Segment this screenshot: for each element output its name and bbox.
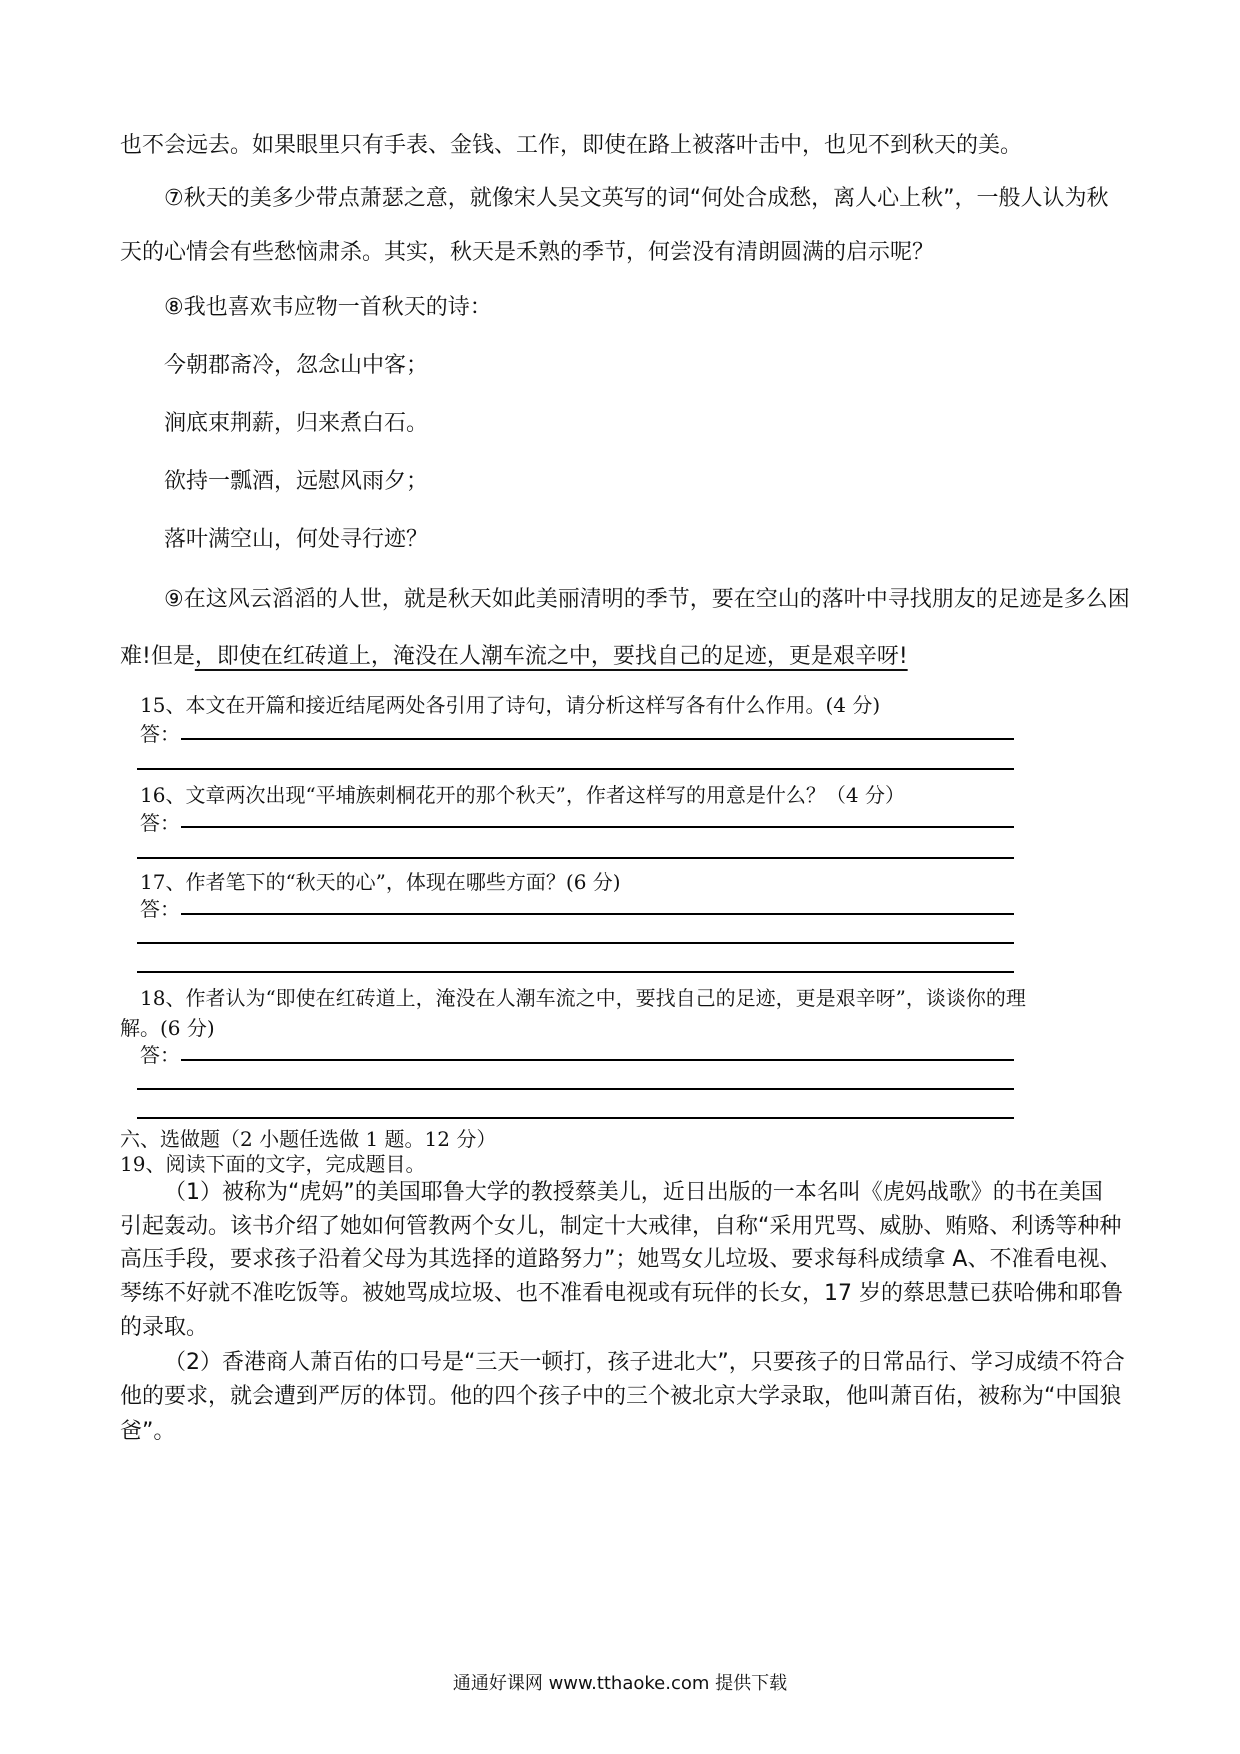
passage-paragraph-7-line-1: ⑦秋天的美多少带点萧瑟之意，就像宋人吴文英写的词“何处合成愁，离人心上秋”，一般人认为秋 bbox=[164, 186, 1109, 211]
download-footer: 通通好课网 www.tthaoke.com 提供下载 bbox=[452, 1673, 788, 1694]
reading-paragraph-1-line-3: 高压手段，要求孩子沿着父母为其选择的道路努力”；她骂女儿垃圾、要求每科成绩拿 A、不准看电视、 bbox=[120, 1247, 1122, 1272]
poem-line-1: 今朝郡斋冷，忽念山中客； bbox=[164, 353, 429, 378]
answer-line-16-1[interactable] bbox=[181, 826, 1014, 828]
answer-line-18-2[interactable] bbox=[137, 1088, 1014, 1090]
answer-line-15-2[interactable] bbox=[137, 768, 1014, 770]
question-18-line-2: 解。(6 分) bbox=[120, 1016, 215, 1040]
passage-paragraph-1: 也不会远去。如果眼里只有手表、金钱、工作，即使在路上被落叶击中，也见不到秋天的美。 bbox=[120, 133, 1023, 158]
passage-paragraph-8: ⑧我也喜欢韦应物一首秋天的诗： bbox=[164, 295, 492, 320]
question-15: 15、本文在开篇和接近结尾两处各引用了诗句，请分析这样写各有什么作用。(4 分) bbox=[140, 693, 881, 717]
reading-paragraph-2-line-2: 他的要求，就会遭到严厉的体罚。他的四个孩子中的三个被北京大学录取，他叫萧百佑，被称为“中国狼 bbox=[120, 1384, 1122, 1409]
answer-line-17-3[interactable] bbox=[137, 971, 1014, 973]
passage-paragraph-9-prefix: 难!但是 bbox=[120, 644, 195, 669]
reading-paragraph-1-line-4: 琴练不好就不准吃饭等。被她骂成垃圾、也不准看电视或有玩伴的长女，17 岁的蔡思慧已获哈佛和耶鲁 bbox=[120, 1281, 1123, 1306]
question-16: 16、文章两次出现“平埔族刺桐花开的那个秋天”，作者这样写的用意是什么？（4 分） bbox=[140, 783, 905, 807]
question-18-line-1: 18、作者认为“即使在红砖道上，淹没在人潮车流之中，要找自己的足迹，更是艰辛呀”，谈谈你的理 bbox=[140, 986, 1026, 1010]
answer-line-16-2[interactable] bbox=[137, 857, 1014, 859]
answer-line-18-1[interactable] bbox=[181, 1059, 1014, 1061]
reading-paragraph-1-line-1: （1）被称为“虎妈”的美国耶鲁大学的教授蔡美儿，近日出版的一本名叫《虎妈战歌》的书在美国 bbox=[164, 1180, 1103, 1205]
answer-label-16: 答： bbox=[140, 811, 180, 835]
passage-paragraph-9-line-1: ⑨在这风云滔滔的人世，就是秋天如此美丽清明的季节，要在空山的落叶中寻找朋友的足迹是多么困 bbox=[164, 587, 1130, 612]
poem-line-4: 落叶满空山，何处寻行迹？ bbox=[164, 527, 429, 552]
passage-paragraph-9-line-2 bbox=[120, 642, 908, 672]
answer-line-17-1[interactable] bbox=[181, 913, 1014, 915]
reading-paragraph-2-line-1: （2）香港商人萧百佑的口号是“三天一顿打，孩子进北大”，只要孩子的日常品行、学习成绩不符合 bbox=[164, 1350, 1125, 1375]
answer-line-15-1[interactable] bbox=[181, 738, 1014, 740]
answer-line-18-3[interactable] bbox=[137, 1117, 1014, 1119]
answer-label-17: 答： bbox=[140, 897, 180, 921]
section-6-title: 六、选做题（2 小题任选做 1 题。12 分） bbox=[120, 1127, 497, 1151]
reading-paragraph-1-line-2: 引起轰动。该书介绍了她如何管教两个女儿，制定十大戒律，自称“采用咒骂、威胁、贿赂、利诱等种种 bbox=[120, 1214, 1122, 1239]
answer-label-15: 答： bbox=[140, 722, 180, 746]
underlined-sentence: ，即使在红砖道上，淹没在人潮车流之中，要找自己的足迹，更是艰辛呀! bbox=[194, 644, 908, 669]
reading-paragraph-1-line-5: 的录取。 bbox=[120, 1315, 209, 1340]
poem-line-2: 涧底束荆薪，归来煮白石。 bbox=[164, 411, 429, 436]
poem-line-3: 欲持一瓢酒，远慰风雨夕； bbox=[164, 469, 429, 494]
answer-line-17-2[interactable] bbox=[137, 942, 1014, 944]
reading-paragraph-2-line-3: 爸”。 bbox=[120, 1419, 176, 1444]
question-17: 17、作者笔下的“秋天的心”，体现在哪些方面？(6 分) bbox=[140, 870, 621, 894]
passage-paragraph-7-line-2: 天的心情会有些愁恼肃杀。其实，秋天是禾熟的季节，何尝没有清朗圆满的启示呢？ bbox=[120, 240, 935, 265]
answer-label-18: 答： bbox=[140, 1043, 180, 1067]
question-19: 19、阅读下面的文字，完成题目。 bbox=[120, 1152, 426, 1176]
